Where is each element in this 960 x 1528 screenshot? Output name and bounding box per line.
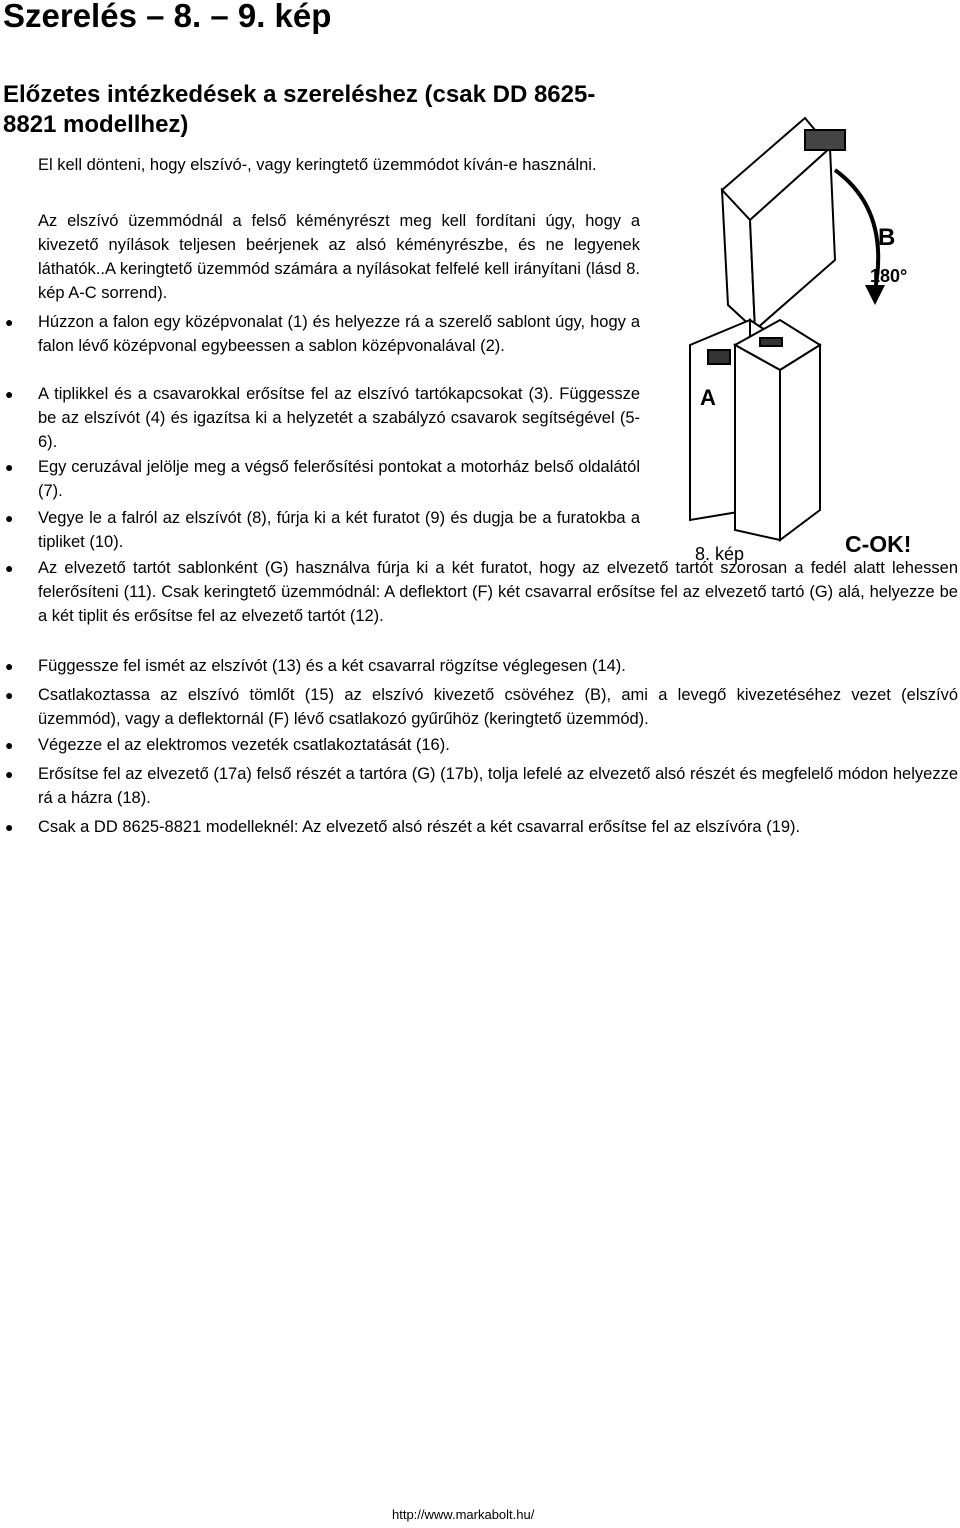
list-item: Függessze fel ismét az elszívót (13) és a két csavarral rögzítse véglegesen (14). [38, 657, 626, 675]
label-angle: 180° [870, 266, 908, 286]
upper-chimney-part [722, 118, 845, 330]
lower-chimney-part [690, 320, 820, 540]
bullet-dot: ● [5, 459, 14, 475]
section-subtitle: Előzetes intézkedések a szereléshez (csak DD 8625-8821 modellhez) [3, 81, 596, 138]
bullet-dot: ● [5, 386, 14, 402]
list-item: Egy ceruzával jelölje meg a végső felerősítési pontokat a motorház belső oldalától (7). [38, 458, 640, 500]
bullet-dot: ● [5, 314, 14, 330]
arrow-head-icon [865, 285, 885, 305]
bullet-dot: ● [5, 737, 14, 753]
list-item: Csak a DD 8625-8821 modelleknél: Az elvezető alsó részét a két csavarral erősítse fel az elszívóra (19). [38, 818, 801, 836]
figure-8 [660, 110, 960, 570]
list-item: Húzzon a falon egy középvonalat (1) és helyezze rá a szerelő sablont úgy, hogy a falon lévő középvonal egybeessen a sablon középvonalával (2). [38, 313, 640, 355]
chimney-diagram [660, 110, 960, 570]
bullet-dot: ● [5, 687, 14, 703]
label-c-ok: C-OK! [845, 531, 912, 557]
list-item: Az elvezető tartót sablonként (G) használva fúrja ki a két furatot, hogy az elvezető tartót szorosan a fedél alatt lehessen felerősíteni (11). Csak keringtető üzemmódnál: A deflektort (F) két csavarral erősítse fel az elvezető tartó (G) alá, helyezze be a két tiplit és erősítse fel az elvezető tartót (12). [38, 559, 958, 625]
footer-url[interactable]: http://www.markabolt.hu/ [392, 1507, 535, 1522]
intro-text: Az elszívó üzemmódnál a felső kéményrészt meg kell fordítani úgy, hogy a kivezető nyílások teljesen beérjenek az alsó kéményrészbe, és ne legyenek láthatók..A keringtető üzemmód számára a nyílásokat felfelé kell irányítani (lásd 8. kép A-C sorrend). [38, 212, 640, 302]
label-a: A [700, 385, 716, 410]
bullet-dot: ● [5, 560, 14, 576]
bullet-dot: ● [5, 766, 14, 782]
intro-paragraph-1: El kell dönteni, hogy elszívó-, vagy keringtető üzemmódot kíván-e használni. [38, 156, 597, 174]
bullet-dot: ● [5, 510, 14, 526]
page-title: Szerelés – 8. – 9. kép [3, 0, 332, 34]
intro-paragraph-2 [38, 209, 640, 305]
list-item: Végezze el az elektromos vezeték csatlakoztatását (16). [38, 736, 450, 754]
list-item: Csatlakoztassa az elszívó tömlőt (15) az elszívó kivezető csövéhez (B), ami a levegő kivezetéséhez vezet (elszívó üzemmód), vagy a deflektornál (F) lévő csatlakozó gyűrűhöz (keringtető üzemmód). [38, 686, 958, 728]
bullet-dot: ● [5, 658, 14, 674]
list-item: Vegye le a falról az elszívót (8), fúrja ki a két furatot (9) és dugja be a furatokba a tipliket (10). [38, 509, 640, 551]
label-b: B [878, 224, 896, 251]
list-item: Erősítse fel az elvezető (17a) felső részét a tartóra (G) (17b), tolja lefelé az elvezető alsó részét és megfelelő módon helyezze rá a házra (18). [38, 765, 958, 807]
bullet-dot: ● [5, 819, 14, 835]
figure-caption: 8. kép [695, 544, 745, 564]
list-item: A tiplikkel és a csavarokkal erősítse fel az elszívó tartókapcsokat (3). Függessze be az elszívót (4) és igazítsa ki a helyzetét a szabályzó csavarok segítségével (5-6). [38, 385, 640, 451]
